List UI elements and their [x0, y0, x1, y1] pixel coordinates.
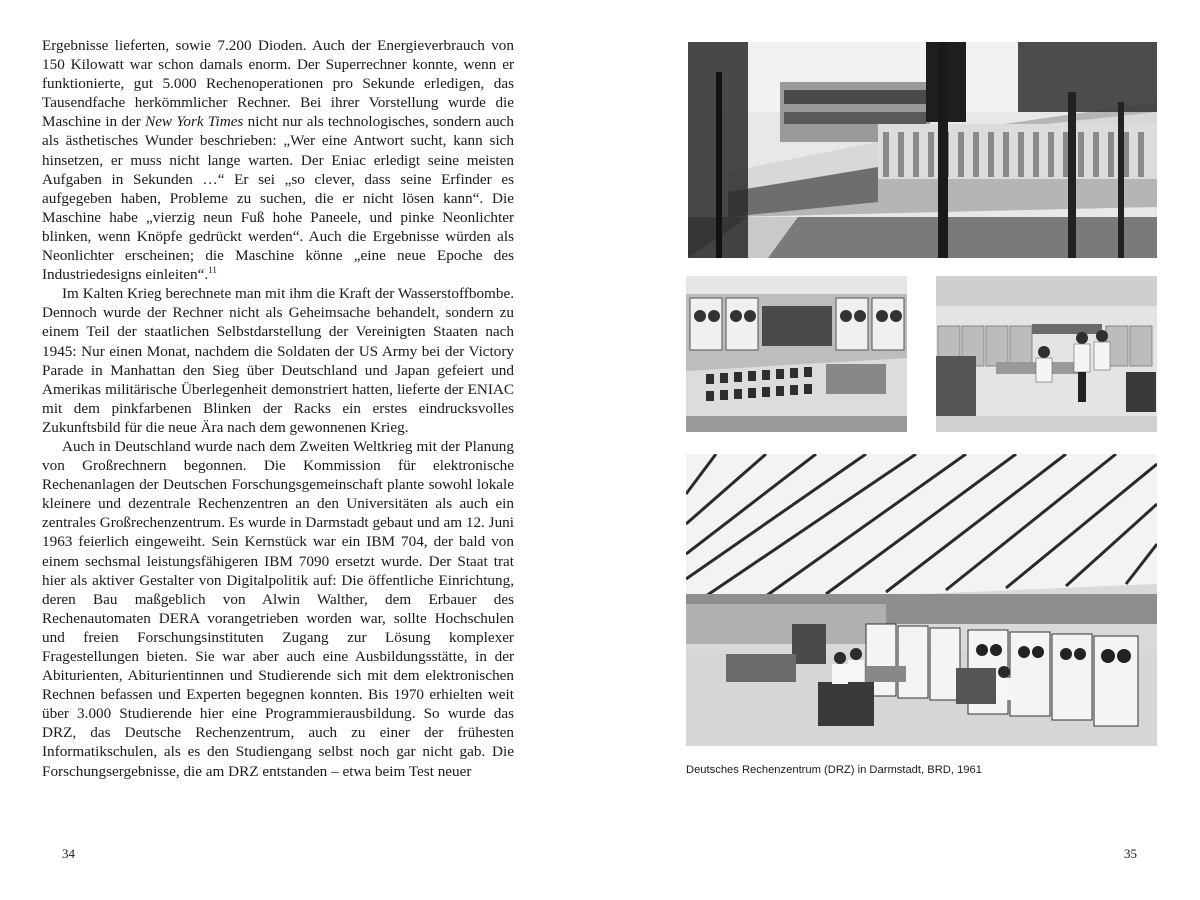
photo-building-exterior — [688, 42, 1157, 258]
paragraph-3: Auch in Deutschland wurde nach dem Zweiten Weltkrieg mit der Planung von Großrechnern begonnen. Die Kommission für elektronische Rechenanlagen der Deutschen Forschungsgemeinschaft plante sowohl lokale kleinere und dezentrale Rechenzentren an den Universitäten als auch ein zentrales Großrechenzentrum. Es wurde in Darmstadt gebaut und am 12. Juni 1963 feierlich eingeweiht. Sein Kernstück war ein IBM 704, der bald von einem sechsmal leistungsfähigeren IBM 7090 ersetzt wurde. Der Staat trat hier als aktiver Gestalter von Digitalpolitik auf: Die öffentliche Einrichtung, deren Bau maßgeblich von Alwin Walther, dem Erbauer des Rechenautomaten DERA vorangetrieben worden war, sollte Hochschulen und freien Forschungsinstituten Zugang zur Lösung komplexer Fragestellungen bieten. Sie war aber auch eine Ausbildungsstätte, in der Abiturienten, Abiturientinnen und Studierende sich mit dem elektronischen Rechnen befassen und Experten begegnen konnten. Bis 1970 erhielten weit über 3.000 Studierende hier eine Programmierausbildung. So wurde das DRZ, das Deutsche Rechenzentrum, auch zu einer der frühesten Informatikschulen, als es den Studiengang selbst noch gar nicht gab. Die Forschungsergebnisse, die am DRZ entstanden – etwa beim Test neuer — [42, 437, 514, 780]
footnote-marker[interactable]: 11 — [208, 265, 217, 276]
paragraph-2: Im Kalten Krieg berechnete man mit ihm die Kraft der Wasserstoffbombe. Dennoch wurde der Rechner nicht als Geheimsache behandelt, sondern zu einem Teil der staatlichen Selbstdarstellung der Vereinigten Staaten nach 1945: Nur einen Monat, nachdem die Soldaten der US Army bei der Victory Parade in Manhattan den Sieg über Deutschland und Japan gefeiert und Amerikas militärische Überlegenheit demonstriert hatten, lieferte der ENIAC mit dem pinkfarbenen Blinken der Racks ein erstes eindrucksvolles Zukunftsbild für die neue Ära nach dem gewonnenen Krieg. — [42, 285, 514, 436]
photo-machine-hall — [686, 454, 1157, 746]
body-text — [42, 36, 514, 781]
photo-control-console — [686, 276, 907, 432]
paragraph-1: Ergebnisse lieferten, sowie 7.200 Dioden. Auch der Energieverbrauch von 150 Kilowatt war schon damals enorm. Der Superrechner konnte, wenn er funktionierte, gut 5.000 Rechenoperationen pro Sekunde erledigen, das Tausendfache herkömmlicher Rechner. Bei ihrer Vorstellung wurde die Maschine in der New York Times nicht nur als technologisches, sondern auch als ästhetisches Wunder beschrieben: „Wer eine Antwort sucht, kann sich hinsetzen, er muss nicht lange warten. Der Eniac erledigt seine meisten Aufgaben in Sekunden …“ Er sei „so clever, dass seine Erfinder es aufgegeben haben, Probleme zu suchen, die er nicht lösen kann“. Die Maschine habe „vierzig neun Fuß hohe Paneele, und pinke Neonlichter blinken, wenn Knöpfe gedrückt werden“. Auch die Ergebnisse würden als Neonlichter erscheinen; die Maschine könne „eine neue Epoche des Industriedesigns einleiten“.$^{11}$ — [42, 37, 514, 284]
photo-operators-at-desk — [936, 276, 1157, 432]
newspaper-title: New York Times — [145, 113, 244, 131]
photo-caption: Deutsches Rechenzentrum (DRZ) in Darmstadt, BRD, 1961 — [686, 764, 982, 776]
page-number-right: 35 — [1124, 846, 1137, 861]
page-number-left: 34 — [62, 846, 75, 861]
